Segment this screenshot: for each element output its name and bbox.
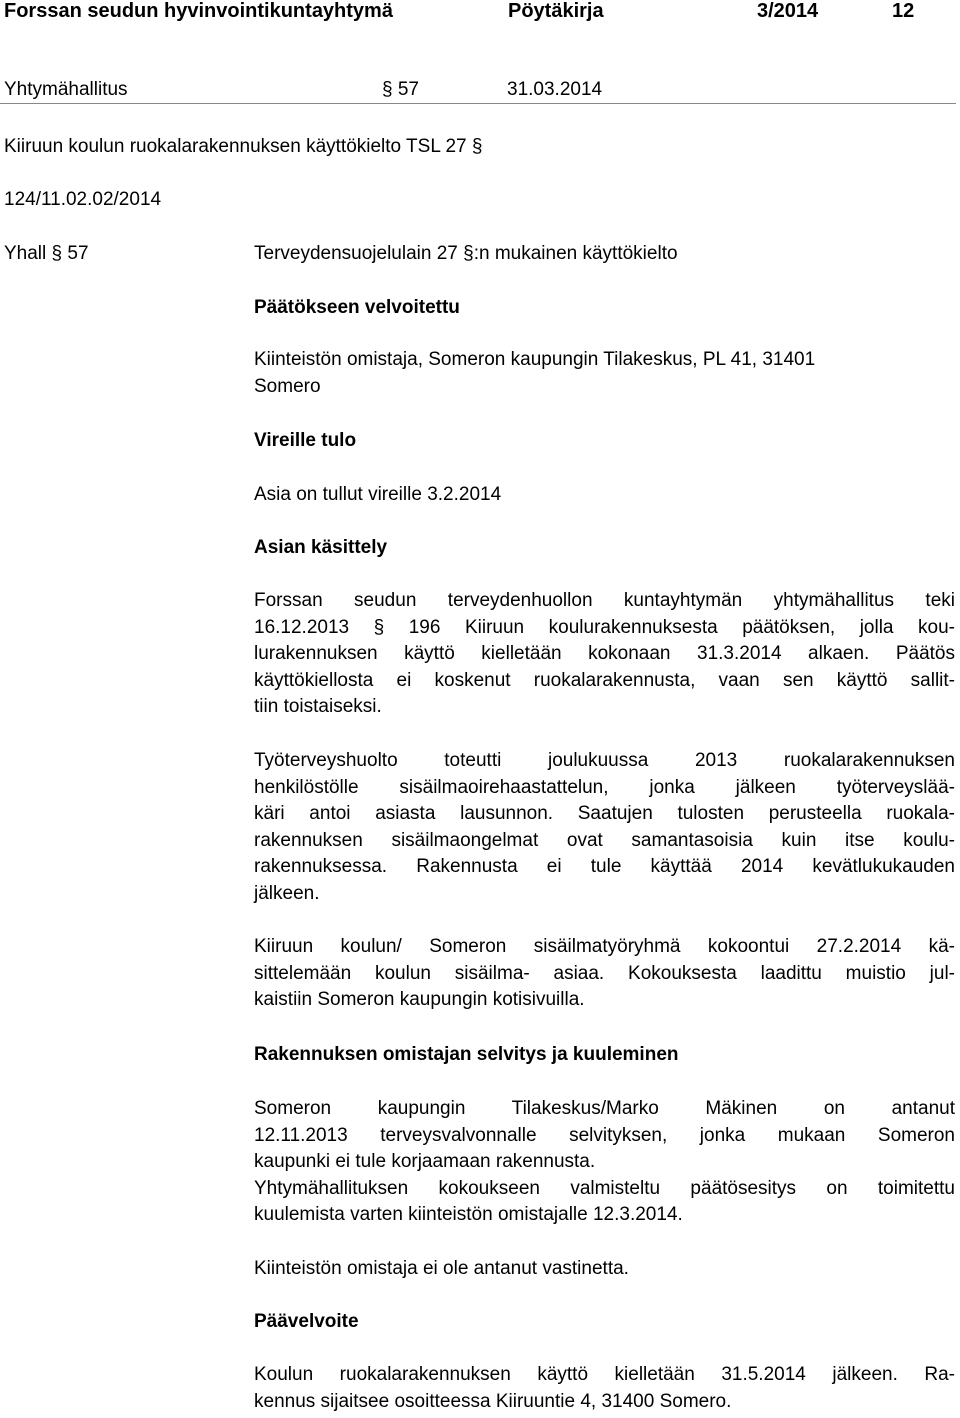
owner-heading: Rakennuksen omistajan selvitys ja kuuleminen: [254, 1044, 679, 1065]
initiated-heading: Vireille tulo: [254, 430, 357, 451]
item-subject: Terveydensuojelulain 27 §:n mukainen käyttökielto: [254, 243, 678, 264]
document-number: 3/2014: [757, 0, 819, 22]
text-line: kaupunki ei tule korjaamaan rakennusta.: [254, 1151, 596, 1172]
document-type: Pöytäkirja: [508, 0, 604, 22]
obliged-text: [254, 347, 955, 400]
text-line: henkilöstölle sisäilmaoirehaastattelun, jonka jälkeen työterveyslää-: [254, 776, 955, 798]
text-line: lurakennuksen käyttö kielletään kokonaan 31.3.2014 alkaen. Päätös: [254, 643, 955, 664]
text-line: käri antoi asiasta lausunnon. Saatujen tulosten perusteella ruokala-: [254, 803, 955, 824]
text-line: kaistiin Someron kaupungin kotisivuilla.: [254, 989, 585, 1010]
text-line: Kiiruun koulun/ Someron sisäilmatyöryhmä kokoontui 27.2.2014 kä-: [254, 936, 955, 957]
processing-heading: Asian käsittely: [254, 537, 388, 558]
text-line: 12.11.2013 terveysvalvonnalle selvityksen, jonka mukaan Someron: [254, 1124, 955, 1146]
text-line: Työterveyshuolto toteutti joulukuussa 2013 ruokalarakennuksen: [254, 750, 955, 771]
meeting-section: § 57: [382, 79, 419, 100]
paragraph-4: [254, 1096, 955, 1229]
text-line: kuulemista varten kiinteistön omistajalle 12.3.2014.: [254, 1204, 683, 1225]
main-obligation-heading: Päävelvoite: [254, 1311, 359, 1332]
obliged-heading: Päätökseen velvoitettu: [254, 297, 460, 318]
text-line: rakennuksessa. Rakennusta ei tule käyttää 2014 kevätlukukauden: [254, 856, 955, 877]
text-line: Koulun ruokalarakennuksen käyttö kielletään 31.5.2014 jälkeen. Ra-: [254, 1364, 955, 1385]
meeting-date: 31.03.2014: [507, 79, 603, 100]
initiated-text: Asia on tullut vireille 3.2.2014: [254, 484, 502, 505]
paragraph-3: [254, 934, 955, 1014]
page-number: 12: [892, 0, 915, 22]
text-line: kennus sijaitsee osoitteessa Kiiruuntie 4, 31400 Somero.: [254, 1390, 732, 1412]
text-line: sittelemään koulun sisäilma- asiaa. Kokouksesta laadittu muistio jul-: [254, 962, 955, 984]
previous-handling-label: Yhall § 57: [4, 243, 89, 264]
header-divider: [0, 103, 956, 104]
text-line: Someron kaupungin Tilakeskus/Marko Mäkinen on antanut: [254, 1098, 955, 1119]
paragraph-5: Kiinteistön omistaja ei ole antanut vastinetta.: [254, 1258, 629, 1279]
meeting-body: Yhtymähallitus: [4, 79, 128, 100]
text-line: käyttökiellosta ei koskenut ruokalarakennusta, vaan sen käyttö sallit-: [254, 669, 955, 691]
text-line: Yhtymähallituksen kokoukseen valmisteltu päätösesitys on toimitettu: [254, 1177, 955, 1199]
text-line: Forssan seudun terveydenhuollon kuntayhtymän yhtymähallitus teki: [254, 590, 955, 611]
item-title: Kiiruun koulun ruokalarakennuksen käyttökielto TSL 27 §: [4, 136, 483, 157]
paragraph-2: [254, 748, 955, 907]
text-line: Somero: [254, 375, 321, 397]
paragraph-6: [254, 1362, 955, 1415]
text-line: jälkeen.: [254, 882, 320, 904]
text-line: 16.12.2013 § 196 Kiiruun koulurakennuksesta päätöksen, jolla kou-: [254, 616, 955, 638]
text-line: rakennuksen sisäilmaongelmat ovat samantasoisia kuin itse koulu-: [254, 829, 955, 851]
text-line: Kiinteistön omistaja, Someron kaupungin Tilakeskus, PL 41, 31401: [254, 349, 816, 370]
text-line: tiin toistaiseksi.: [254, 696, 382, 717]
organization-name: Forssan seudun hyvinvointikuntayhtymä: [4, 0, 393, 22]
item-reference: 124/11.02.02/2014: [4, 189, 162, 210]
paragraph-1: [254, 588, 955, 721]
